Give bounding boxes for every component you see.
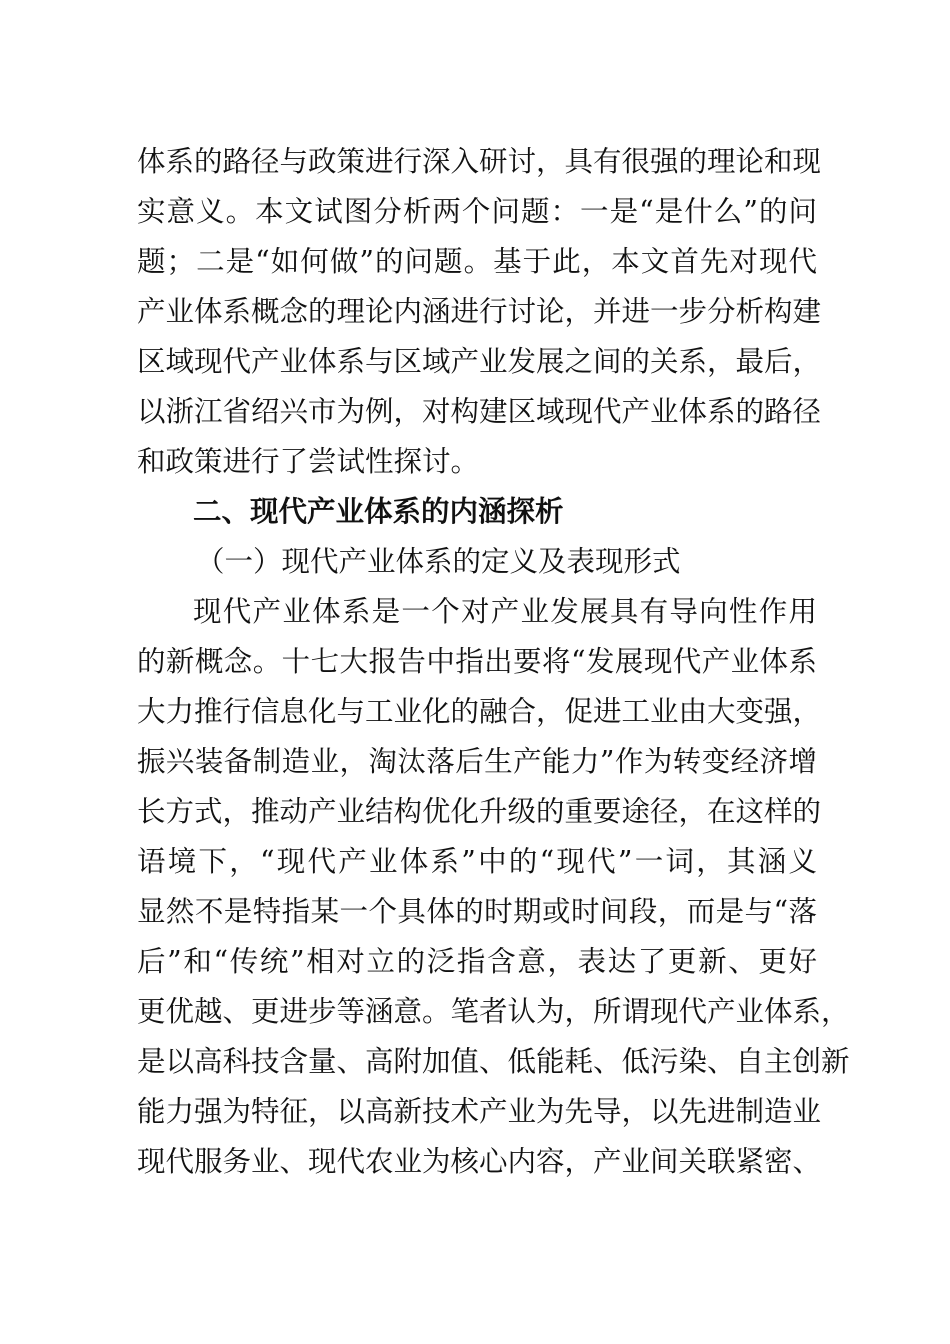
paragraph-2-line-6: 语境下，“现代产业体系”中的“现代”一词，其涵义 [137, 845, 817, 878]
paragraph-2-line-4: 振兴装备制造业，淘汰落后生产能力”作为转变经济增 [137, 745, 817, 778]
paragraph-2-line-2: 的新概念。十七大报告中指出要将“发展现代产业体系 [137, 645, 817, 678]
paragraph-2-line-10: 是以高科技含量、高附加值、低能耗、低污染、自主创新 [137, 1045, 850, 1078]
paragraph-1-line-3: 题；二是“如何做”的问题。基于此，本文首先对现代 [137, 245, 817, 278]
paragraph-1-line-1: 体系的路径与政策进行深入研讨，具有很强的理论和现 [137, 145, 822, 178]
paragraph-1-line-6: 以浙江省绍兴市为例，对构建区域现代产业体系的路径 [137, 395, 822, 428]
paragraph-1-line-2: 实意义。本文试图分析两个问题：一是“是什么”的问 [137, 195, 817, 228]
subsection-heading: （一）现代产业体系的定义及表现形式 [196, 545, 681, 578]
paragraph-2-line-7: 显然不是特指某一个具体的时期或时间段，而是与“落 [137, 895, 817, 928]
paragraph-2-line-9: 更优越、更进步等涵意。笔者认为，所谓现代产业体系， [137, 995, 850, 1028]
paragraph-2-line-1: 现代产业体系是一个对产业发展具有导向性作用 [193, 595, 817, 628]
paragraph-1-line-5: 区域现代产业体系与区域产业发展之间的关系，最后， [137, 345, 822, 378]
paragraph-1-line-7: 和政策进行了尝试性探讨。 [137, 445, 480, 478]
paragraph-1-line-4: 产业体系概念的理论内涵进行讨论，并进一步分析构建 [137, 295, 822, 328]
section-heading: 二、现代产业体系的内涵探析 [193, 495, 564, 528]
paragraph-2-line-5: 长方式，推动产业结构优化升级的重要途径，在这样的 [137, 795, 822, 828]
paragraph-2-line-3: 大力推行信息化与工业化的融合，促进工业由大变强， [137, 695, 822, 728]
paragraph-2-line-12: 现代服务业、现代农业为核心内容，产业间关联紧密、 [137, 1145, 822, 1178]
paragraph-2-line-11: 能力强为特征，以高新技术产业为先导，以先进制造业 [137, 1095, 822, 1128]
paragraph-2-line-8: 后”和“传统”相对立的泛指含意，表达了更新、更好 [137, 945, 817, 978]
